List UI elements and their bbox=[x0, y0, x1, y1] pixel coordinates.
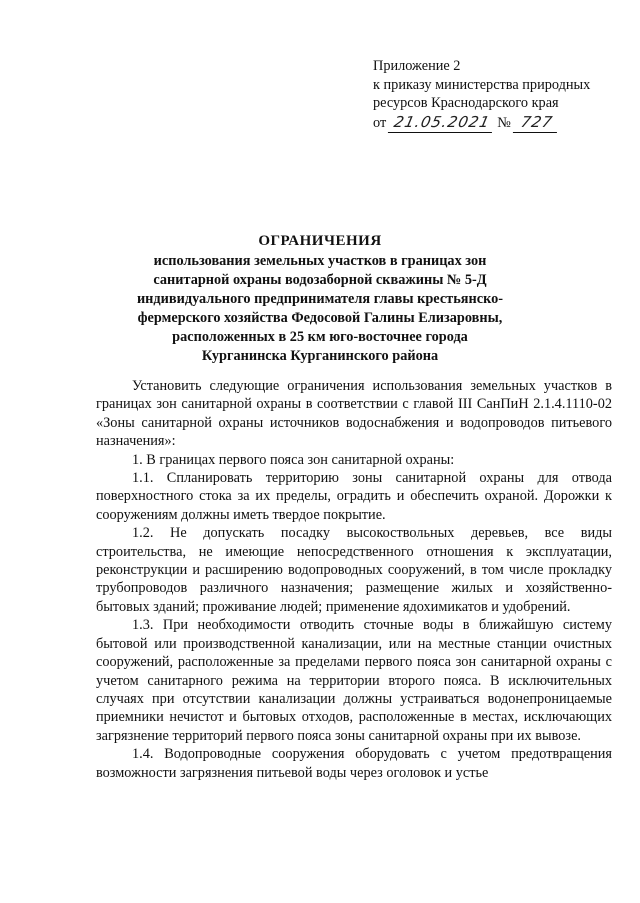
appendix-block bbox=[373, 57, 623, 132]
heading-line-4: фермерского хозяйства Федосовой Галины Елизаровны, bbox=[137, 310, 503, 326]
date-prefix: от bbox=[373, 114, 387, 131]
item-1-2: 1.2. Не допускать посадку высокоствольных деревьев, все виды строительства, не имеющие непосредственного отношения к эксплуатации, реконструкции и расширению водопроводных сооружений, в том числе прокладку трубопроводов различного назначения; размещение жилых и хозяйственно-бытовых зданий; проживание людей; применение ядохимикатов и удобрений. bbox=[96, 525, 612, 615]
intro-paragraph: Установить следующие ограничения использования земельных участков в границах зон санитарной охраны в соответствии с главой III СанПиН 2.1.4.1110-02 «Зоны санитарной охраны источников водоснабжения и водопроводов питьевого назначения»: bbox=[96, 378, 612, 450]
appendix-date-line bbox=[373, 113, 623, 133]
document-body bbox=[96, 377, 612, 782]
appendix-line-1: Приложение 2 bbox=[373, 58, 461, 74]
item-1-4: 1.4. Водопроводные сооружения оборудовать с учетом предотвращения возможности загрязнения питьевой воды через оголовок и устье bbox=[96, 746, 612, 781]
handwritten-date: 21.05.2021 bbox=[388, 113, 496, 133]
section-1-heading: 1. В границах первого пояса зон санитарной охраны: bbox=[132, 451, 455, 468]
heading-line-6: Курганинска Курганинского района bbox=[201, 348, 439, 364]
number-prefix: № bbox=[497, 114, 511, 131]
heading-line-1: использования земельных участков в границах зон bbox=[153, 253, 487, 269]
appendix-line-2: к приказу министерства природных bbox=[373, 76, 591, 93]
heading-title: ОГРАНИЧЕНИЯ bbox=[258, 233, 382, 249]
heading-line-2: санитарной охраны водозаборной скважины № 5-Д bbox=[153, 272, 487, 288]
heading-line-3: индивидуального предпринимателя главы крестьянско- bbox=[136, 291, 504, 307]
appendix-line-3: ресурсов Краснодарского края bbox=[373, 95, 559, 111]
document-heading bbox=[40, 232, 600, 366]
item-1-1: 1.1. Спланировать территорию зоны санитарной охраны для отвода поверхностного стока за их пределы, оградить и обеспечить охраной. Дорожки к сооружениям должны иметь твердое покрытие. bbox=[96, 470, 612, 523]
heading-line-5: расположенных в 25 км юго-восточнее города bbox=[172, 329, 468, 345]
handwritten-number: 727 bbox=[512, 113, 560, 133]
item-1-3: 1.3. При необходимости отводить сточные воды в ближайшую систему бытовой или производственной канализации, или на местные станции очистных сооружений, расположенные за пределами первого пояса зон санитарной охраны с учетом санитарного режима на территории второго пояса. В исключительных случаях при отсутствии канализации должны устраиваться водонепроницаемые приемники нечистот и бытовых отходов, расположенные в местах, исключающих загрязнение территорий первого пояса зоны санитарной охраны при их вывозе. bbox=[96, 617, 612, 744]
